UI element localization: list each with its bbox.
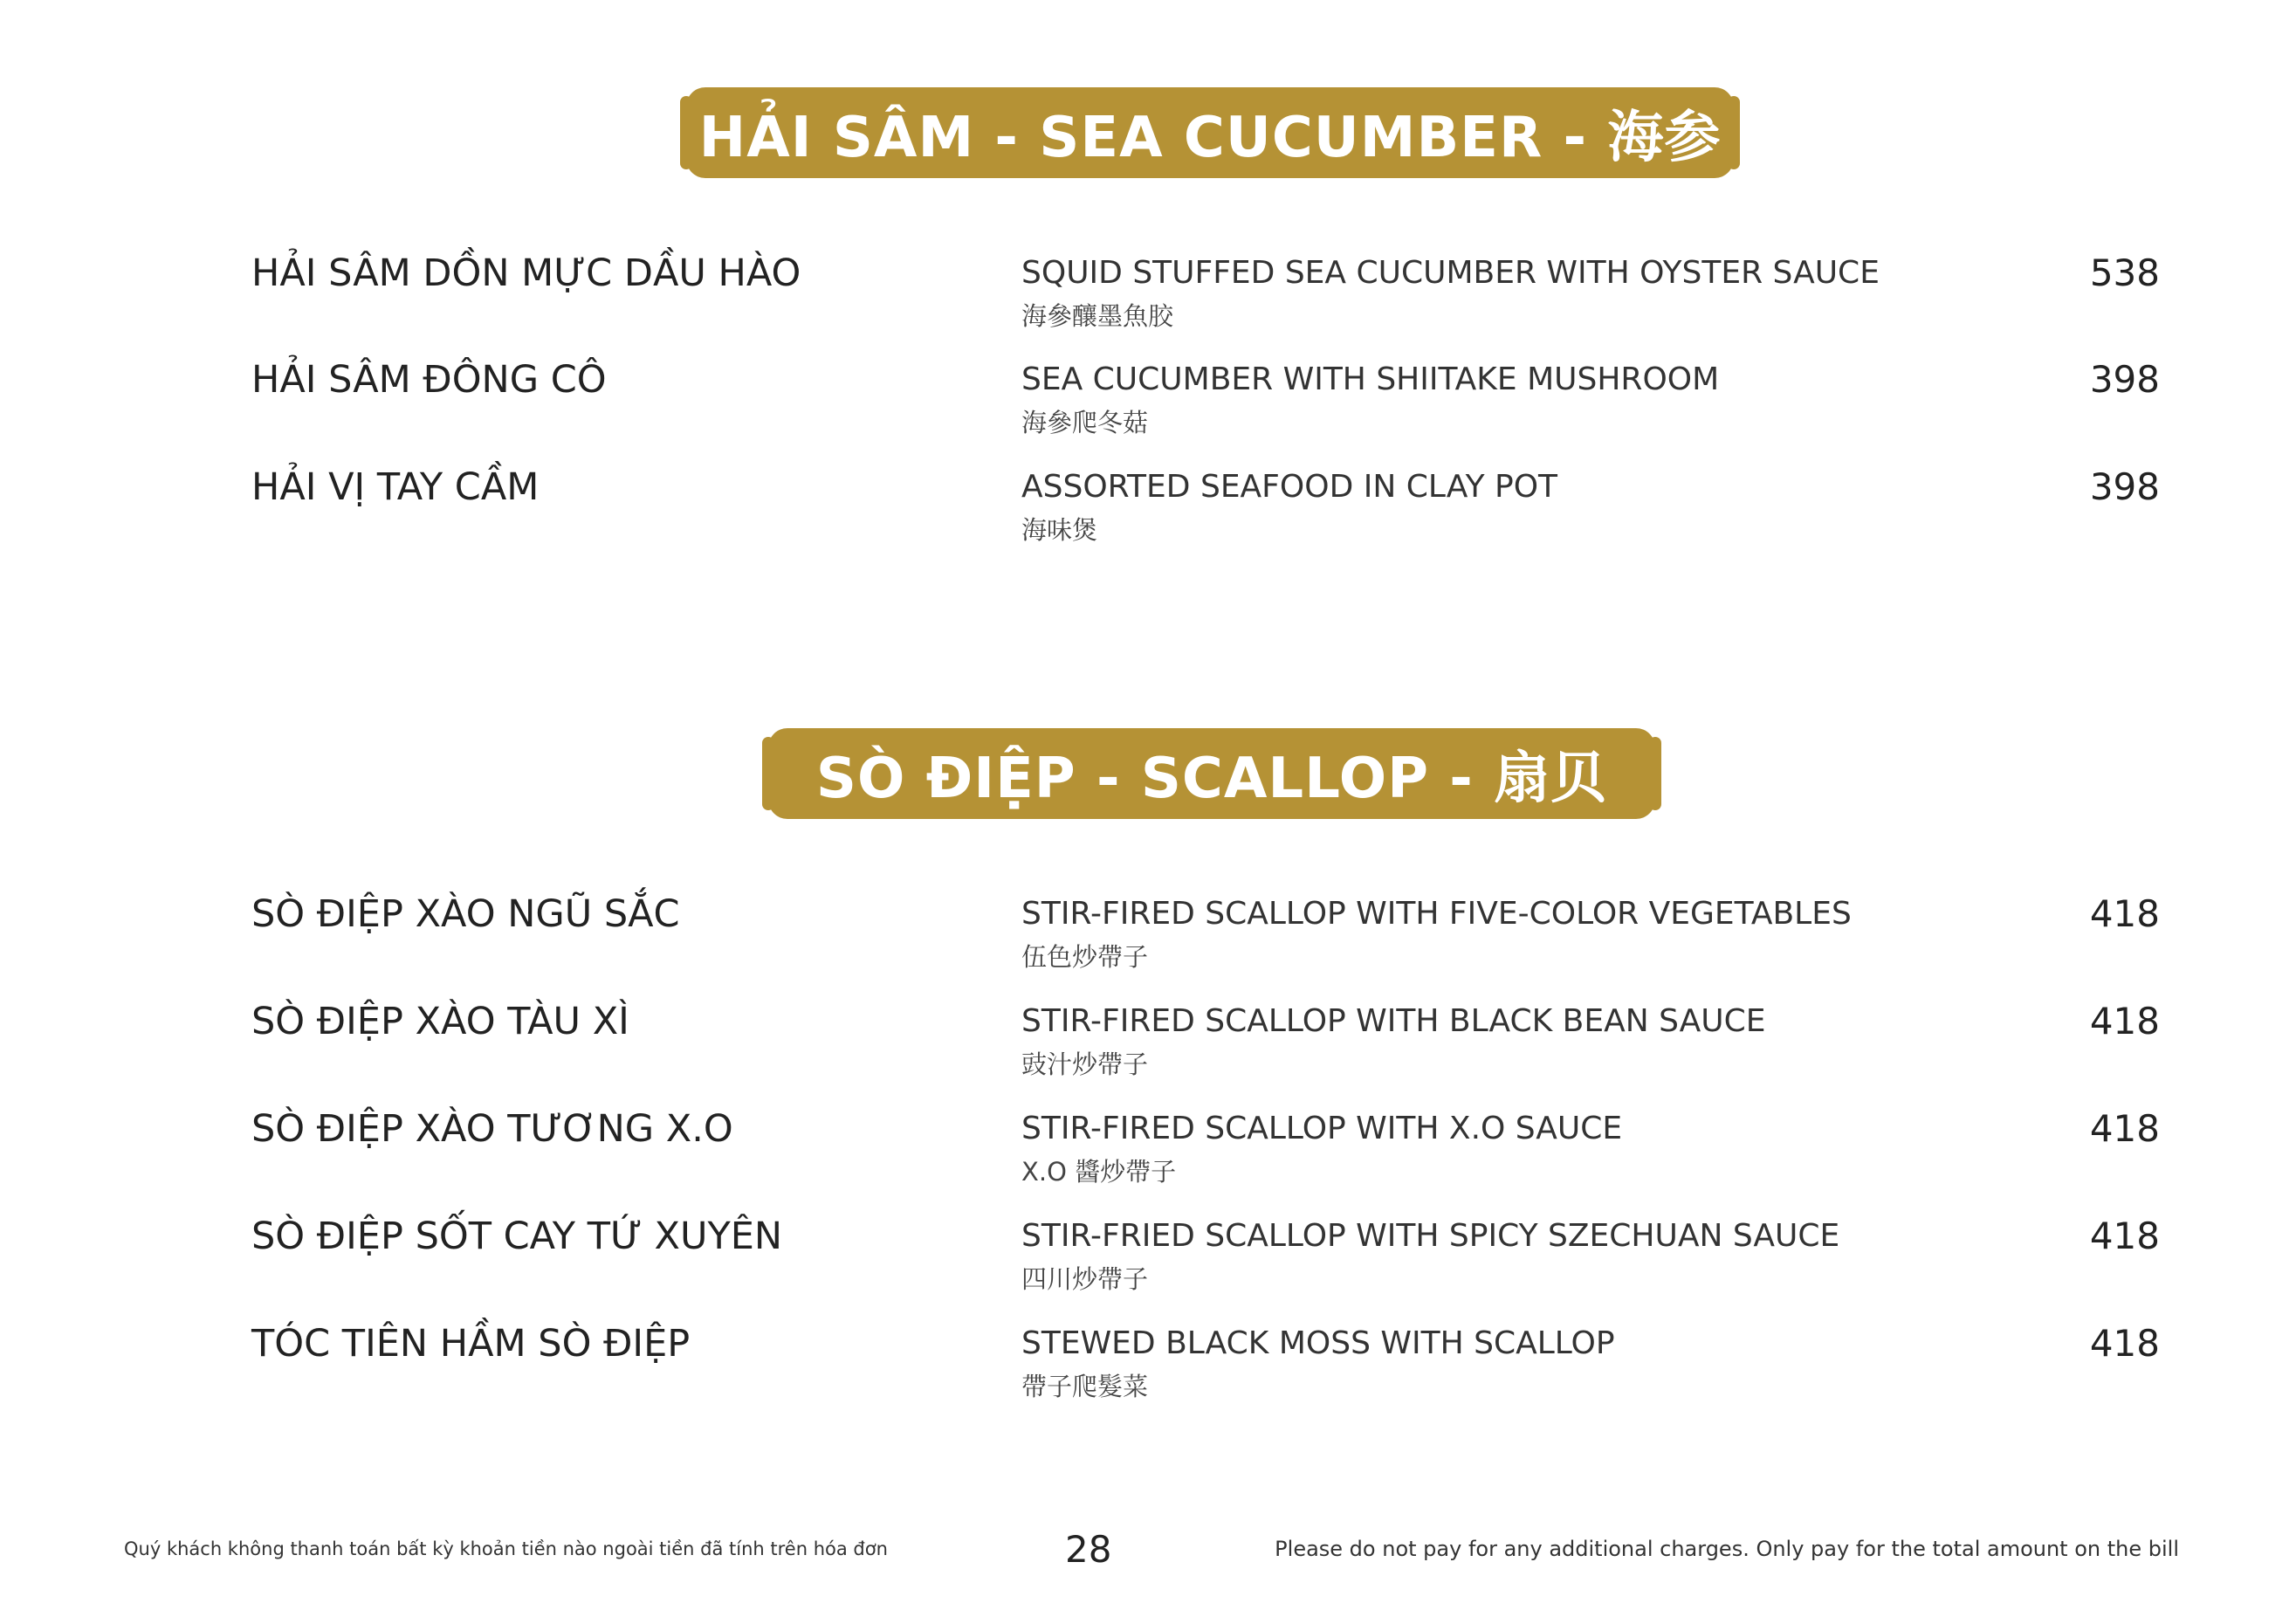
item-name-en: STIR-FIRED SCALLOP WITH X.O SAUCE [1021,1111,1623,1146]
item-price: 418 [2089,1107,2160,1150]
item-name-vn: SÒ ĐIỆP XÀO TÀU XÌ [251,1000,629,1043]
menu-item [0,465,2296,561]
item-name-cn: 帶子爬髮菜 [1021,1372,1149,1401]
item-name-cn: 海味煲 [1021,515,1098,545]
item-name-en: SQUID STUFFED SEA CUCUMBER WITH OYSTER SAUCE [1021,255,1880,291]
menu-item [0,251,2296,348]
item-name-vn: SÒ ĐIỆP SỐT CAY TỨ XUYÊN [251,1215,783,1258]
item-price: 418 [2089,1322,2160,1365]
item-name-en: STIR-FIRED SCALLOP WITH BLACK BEAN SAUCE [1021,1003,1766,1039]
item-name-cn: 伍色炒帶子 [1021,942,1149,972]
item-name-cn: 海參爬冬菇 [1021,408,1149,437]
item-name-vn: HẢI SÂM ĐÔNG CÔ [251,358,607,402]
menu-item [0,1215,2296,1311]
section-title: SÒ ĐIỆP - SCALLOP - 扇贝 [815,747,1608,811]
item-name-en: STIR-FIRED SCALLOP WITH FIVE-COLOR VEGETABLES [1021,896,1852,932]
item-price: 418 [2089,1000,2160,1043]
menu-item [0,1322,2296,1418]
menu-item [0,892,2296,988]
section-title: HẢI SÂM - SEA CUCUMBER - 海参 [698,106,1722,170]
menu-item [0,1107,2296,1203]
item-name-en: STEWED BLACK MOSS WITH SCALLOP [1021,1325,1615,1361]
item-price: 418 [2089,1215,2160,1257]
item-name-cn: 海參釀墨魚胶 [1021,301,1174,331]
item-name-cn: 豉汁炒帶子 [1021,1049,1149,1079]
item-name-vn: HẢI VỊ TAY CẦM [251,465,540,509]
menu-item [0,358,2296,454]
item-price: 398 [2089,465,2160,508]
item-name-vn: HẢI SÂM DỒN MỰC DẦU HÀO [251,251,801,295]
item-name-en: STIR-FRIED SCALLOP WITH SPICY SZECHUAN SAUCE [1021,1218,1840,1254]
section-banner-sea-cucumber [686,87,1734,178]
page-number: 28 [1065,1528,1112,1571]
item-name-cn: X.O 醬炒帶子 [1021,1157,1177,1187]
item-name-en: SEA CUCUMBER WITH SHIITAKE MUSHROOM [1021,361,1720,397]
footer-note-en: Please do not pay for any additional charges. Only pay for the total amount on the bill [1275,1537,2179,1561]
item-price: 418 [2089,892,2160,935]
item-price: 398 [2089,358,2160,401]
item-name-vn: TÓC TIÊN HẦM SÒ ĐIỆP [251,1322,691,1366]
item-name-vn: SÒ ĐIỆP XÀO NGŨ SẮC [251,892,680,936]
footer-note-vn: Quý khách không thanh toán bất kỳ khoản tiền nào ngoài tiền đã tính trên hóa đơn [124,1538,888,1559]
menu-item [0,1000,2296,1096]
item-name-vn: SÒ ĐIỆP XÀO TƯƠNG X.O [251,1107,733,1151]
item-name-cn: 四川炒帶子 [1021,1264,1149,1294]
section-banner-scallop [768,728,1655,819]
item-name-en: ASSORTED SEAFOOD IN CLAY POT [1021,469,1558,505]
item-price: 538 [2089,251,2160,294]
